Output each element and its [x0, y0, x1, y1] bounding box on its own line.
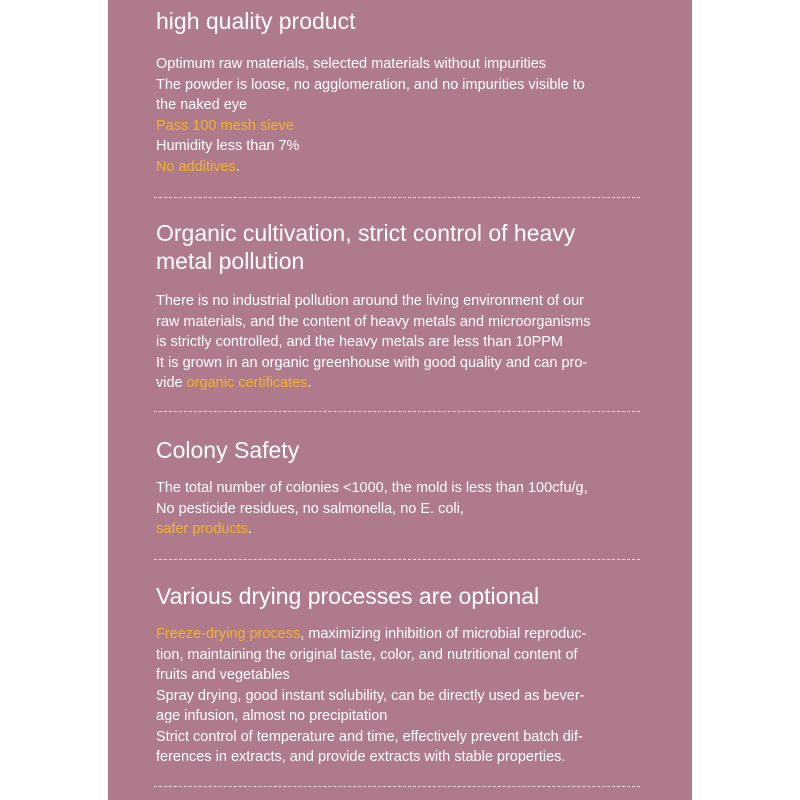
body-line: There is no industrial pollution around the living environment of our	[156, 293, 584, 309]
body-line: the naked eye	[156, 97, 248, 113]
body-line: ferences in extracts, and provide extracts with stable properties.	[156, 749, 566, 765]
highlight-text: Freeze-drying process	[156, 626, 301, 642]
body-line: The powder is loose, no agglomeration, and no impurities visible to	[156, 76, 585, 93]
section-body	[156, 624, 648, 768]
dashed-divider	[154, 411, 640, 412]
section-title: high quality product	[156, 8, 356, 34]
highlight-text: No additives	[156, 158, 236, 175]
dashed-divider	[154, 197, 640, 198]
section-high-quality-product	[156, 7, 648, 177]
body-line: Freeze-drying process, maximizing inhibition of microbial reproduc-	[156, 626, 587, 642]
section-body	[156, 54, 648, 177]
body-line: age infusion, almost no precipitation	[156, 708, 388, 724]
body-line: No pesticide residues, no salmonella, no E. coli,	[156, 500, 464, 517]
body-line: Optimum raw materials, selected materials without impurities	[156, 56, 547, 72]
dashed-divider	[154, 786, 640, 787]
highlight-text: safer products	[156, 521, 248, 537]
body-line: is strictly controlled, and the heavy metals are less than 10PPM	[156, 334, 563, 350]
section-body	[156, 291, 648, 394]
body-line: vide organic certificates.	[156, 375, 312, 391]
body-line: fruits and vegetables	[156, 667, 290, 683]
body-line: safer products.	[156, 521, 252, 537]
section-title: Colony Safety	[156, 437, 300, 463]
body-line	[156, 116, 648, 137]
body-line: No additives.	[156, 158, 240, 175]
body-line: The total number of colonies <1000, the mold is less than 100cfu/g,	[156, 480, 588, 496]
highlight-text: Pass 100 mesh sieve	[156, 117, 294, 134]
dashed-divider	[154, 559, 640, 560]
section-title: Organic cultivation, strict control of heavy metal pollution	[156, 220, 576, 274]
section-drying-processes	[156, 582, 648, 768]
body-line: Strict control of temperature and time, effectively prevent batch dif-	[156, 728, 583, 745]
body-line: raw materials, and the content of heavy metals and microorganisms	[156, 313, 591, 330]
body-line: tion, maintaining the original taste, color, and nutritional content of	[156, 646, 578, 663]
section-organic-cultivation	[156, 219, 648, 394]
section-colony-safety	[156, 436, 648, 540]
section-title: Various drying processes are optional	[156, 583, 540, 609]
body-line: It is grown in an organic greenhouse with good quality and can pro-	[156, 354, 588, 371]
body-line: Humidity less than 7%	[156, 138, 300, 154]
section-body	[156, 478, 648, 540]
highlight-text: organic certificates	[186, 375, 308, 391]
content-panel	[108, 0, 692, 800]
body-line: Spray drying, good instant solubility, can be directly used as bever-	[156, 687, 585, 704]
